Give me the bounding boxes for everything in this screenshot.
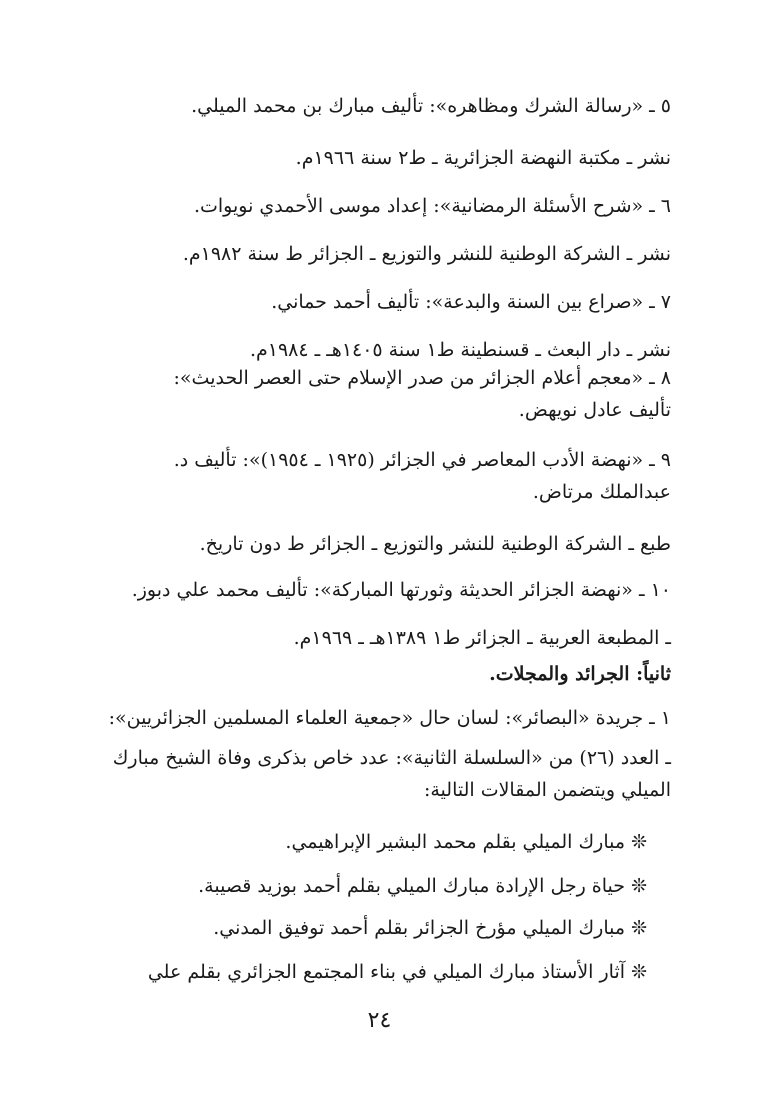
- entry-6-publisher: نشر ـ الشركة الوطنية للنشر والتوزيع ـ الجزائر ط سنة ١٩٨٢م.: [182, 243, 671, 265]
- entry-9-title: ٩ ـ «نهضة الأدب المعاصر في الجزائر (١٩٢٥ ـ ١٩٥٤)»: تأليف د.: [173, 449, 671, 471]
- section-heading: ثانياً: الجرائد والمجلات.: [489, 663, 671, 685]
- entry-10-title: ١٠ ـ «نهضة الجزائر الحديثة وثورتها المباركة»: تأليف محمد علي دبوز.: [131, 579, 671, 601]
- entry-9-author: عبدالملك مرتاض.: [532, 481, 671, 503]
- entry-8-author: تأليف عادل نويهض.: [518, 399, 671, 421]
- entry-9-publisher: طبع ـ الشركة الوطنية للنشر والتوزيع ـ الجزائر ط دون تاريخ.: [199, 533, 671, 555]
- entry-5-publisher: نشر ـ مكتبة النهضة الجزائرية ـ ط٢ سنة ١٩٦٦م.: [295, 147, 671, 169]
- entry-8-title: ٨ ـ «معجم أعلام الجزائر من صدر الإسلام حتى العصر الحديث»:: [173, 367, 671, 389]
- entry-7-publisher: نشر ـ دار البعث ـ قسنطينة ط١ سنة ١٤٠٥هـ ـ ١٩٨٤م.: [249, 339, 671, 361]
- entry-7-title: ٧ ـ «صراع بين السنة والبدعة»: تأليف أحمد حماني.: [271, 291, 671, 313]
- entry-5-title: ٥ ـ «رسالة الشرك ومظاهره»: تأليف مبارك بن محمد الميلي.: [191, 95, 671, 117]
- issue-description-continued: الميلي ويتضمن المقالات التالية:: [423, 779, 671, 801]
- article-item-3: ❊ مبارك الميلي مؤرخ الجزائر بقلم أحمد توفيق المدني.: [213, 917, 647, 939]
- issue-description: ـ العدد (٢٦) من «السلسلة الثانية»: عدد خاص بذكرى وفاة الشيخ مبارك: [112, 747, 671, 769]
- entry-10-publisher: ـ المطبعة العربية ـ الجزائر ط١ ١٣٨٩هـ ـ ١٩٦٩م.: [293, 627, 671, 649]
- article-item-4: ❊ آثار الأستاذ مبارك الميلي في بناء المجتمع الجزائري بقلم علي: [147, 961, 647, 983]
- article-item-2: ❊ حياة رجل الإرادة مبارك الميلي بقلم أحمد بوزيد قصيبة.: [198, 875, 647, 897]
- page-number: ٢٤: [367, 1008, 392, 1033]
- newspaper-entry-1: ١ ـ جريدة «البصائر»: لسان حال «جمعية العلماء المسلمين الجزائريين»:: [108, 707, 671, 729]
- article-item-1: ❊ مبارك الميلي بقلم محمد البشير الإبراهيمي.: [285, 831, 647, 853]
- entry-6-title: ٦ ـ «شرح الأسئلة الرمضانية»: إعداد موسى الأحمدي نويوات.: [193, 195, 671, 217]
